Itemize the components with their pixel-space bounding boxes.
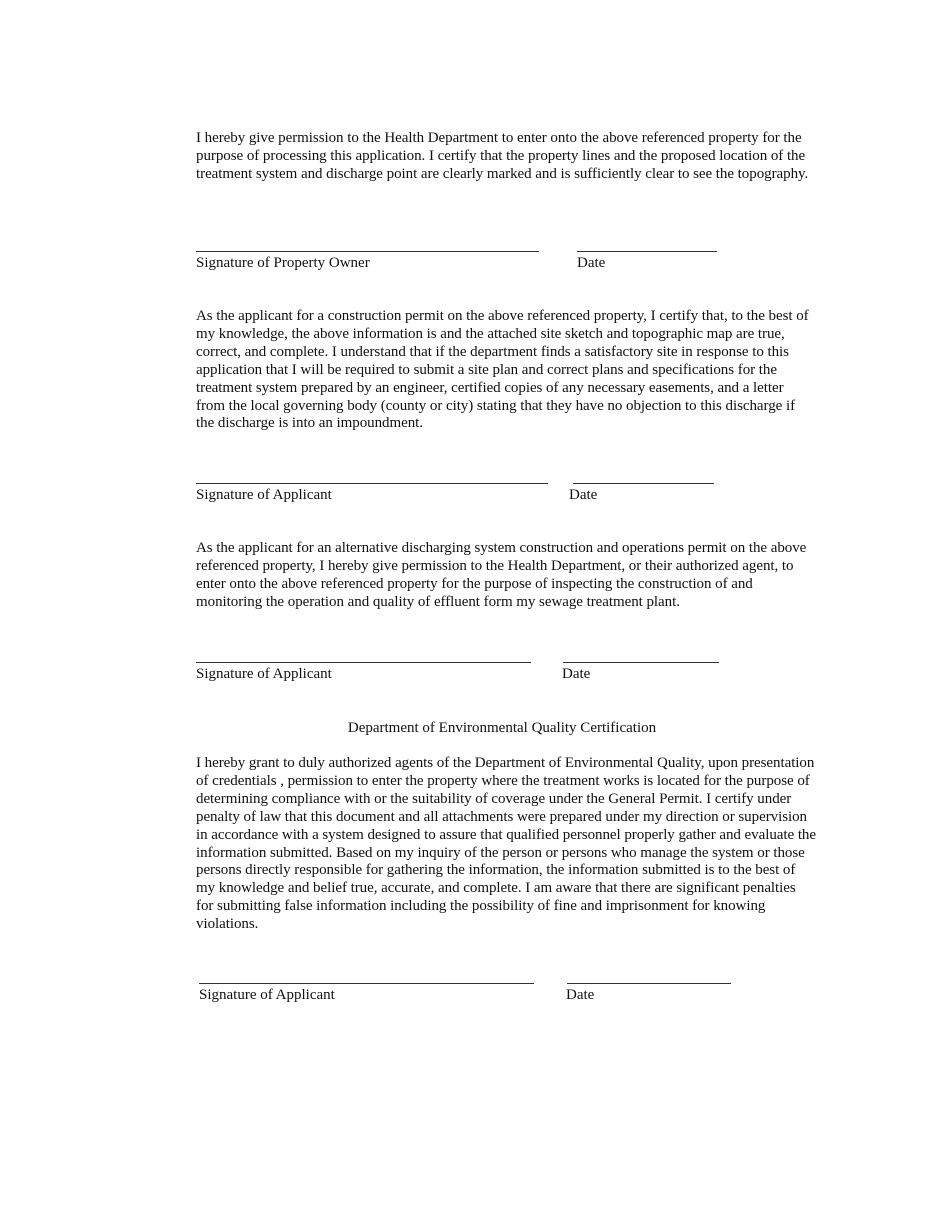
applicant-construction-date-label: Date	[569, 487, 598, 503]
applicant-construction-paragraph: As the applicant for a construction permit on the above referenced property, I certify that, to the best of my knowledge, the above information is and the attached site sketch and topographic map are true, correct, and complete. I understand that if the department finds a satisfactory site in response to this application that I will be required to submit a site plan and correct plans and specifications for the treatment system prepared by an engineer, certified copies of any necessary easements, and a letter from the local governing body (county or city) stating that they have no objection to this discharge if the discharge is into an impoundment.	[196, 308, 809, 432]
deq-certification-paragraph: I hereby grant to duly authorized agents of the Department of Environmental Quality, upon presentation of credentials , permission to enter the property where the treatment works is located for the purpose of determining compliance with or the suitability of coverage under the General Permit. I certify under penalty of law that this document and all attachments were prepared under my direction or supervision in accordance with a system designed to assure that qualified personnel properly gather and evaluate the information submitted. Based on my inquiry of the person or persons who manage the system or those persons directly responsible for gathering the information, the information submitted is to the best of my knowledge and belief true, accurate, and complete. I am aware that there are significant penalties for submitting false information including the possibility of fine and imprisonment for knowing violations.	[196, 755, 816, 933]
applicant-alternative-signature-line[interactable]	[196, 662, 531, 663]
applicant-alternative-date-line[interactable]	[563, 662, 719, 663]
applicant-construction-signature-label: Signature of Applicant	[196, 487, 332, 503]
applicant-construction-signature-line[interactable]	[196, 483, 548, 484]
applicant-alternative-paragraph: As the applicant for an alternative discharging system construction and operations permit on the above referenced property, I hereby give permission to the Health Department, or their authorized agent, to enter onto the above referenced property for the purpose of inspecting the construction of and monitoring the operation and quality of effluent form my sewage treatment plant.	[196, 540, 807, 610]
deq-date-label: Date	[566, 987, 595, 1003]
owner-date-label: Date	[577, 255, 606, 271]
deq-signature-label: Signature of Applicant	[199, 987, 335, 1003]
applicant-construction-date-line[interactable]	[573, 483, 714, 484]
owner-signature-line[interactable]	[196, 251, 539, 252]
owner-date-line[interactable]	[577, 251, 717, 252]
deq-certification-heading: Department of Environmental Quality Certification	[347, 720, 657, 736]
applicant-alternative-signature-label: Signature of Applicant	[196, 666, 332, 682]
owner-signature-label: Signature of Property Owner	[196, 255, 370, 271]
owner-permission-paragraph: I hereby give permission to the Health Department to enter onto the above referenced property for the purpose of processing this application. I certify that the property lines and the proposed location of the treatment system and discharge point are clearly marked and is sufficiently clear to see the topography.	[196, 130, 809, 182]
deq-signature-line[interactable]	[199, 983, 534, 984]
deq-date-line[interactable]	[567, 983, 731, 984]
applicant-alternative-date-label: Date	[562, 666, 591, 682]
